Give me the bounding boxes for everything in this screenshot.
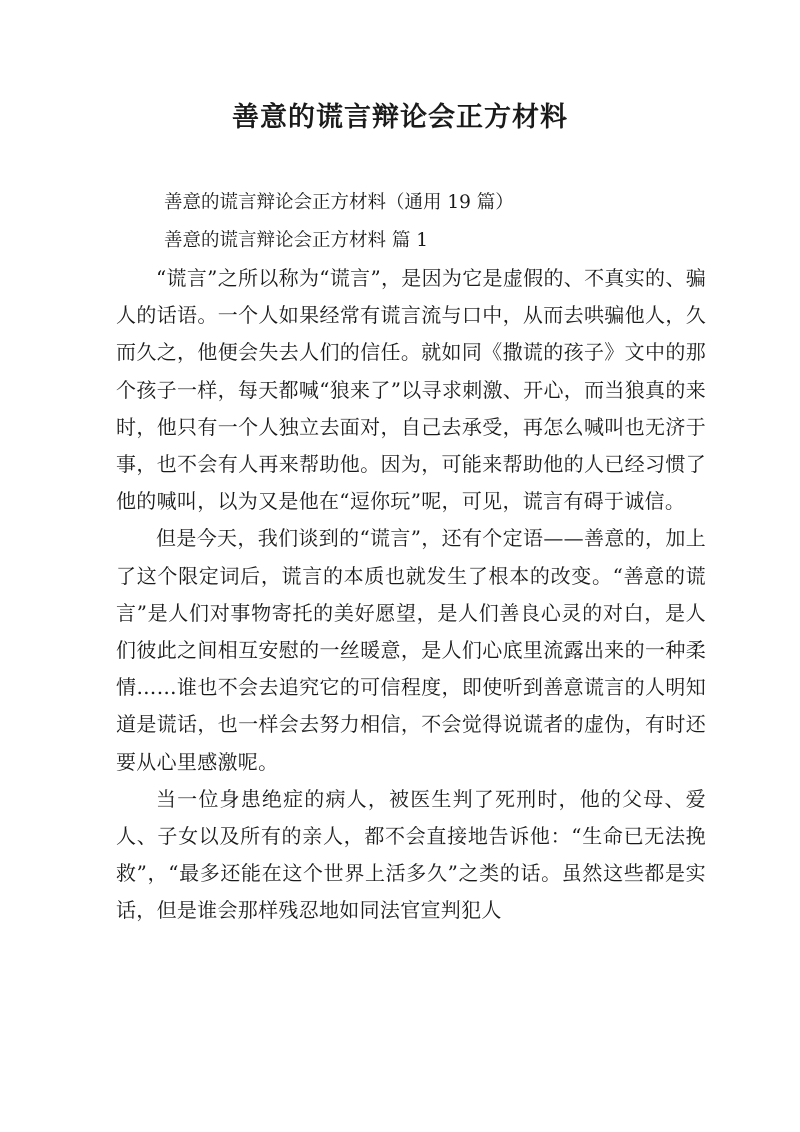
document-title: 善意的谎言辩论会正方材料 [232,102,568,133]
document-subtitle: 善意的谎言辩论会正方材料（通用 19 篇） [164,192,514,213]
document-body [116,260,706,930]
paragraph-2: 但是今天，我们谈到的“谎言”，还有个定语——善意的，加上了这个限定词后，谎言的本质也就发生了根本的改变。“善意的谎言”是人们对事物寄托的美好愿望，是人们善良心灵的对白，是人们彼此之间相互安慰的一丝暖意，是人们心底里流露出来的一种柔情……谁也不会去追究它的可信程度，即使听到善意谎言的人明知道是谎话，也一样会去努力相信，不会觉得说谎者的虚伪，有时还要从心里感激呢。 [116,526,706,774]
paragraph-1: “谎言”之所以称为“谎言”，是因为它是虚假的、不真实的、骗人的话语。一个人如果经常有谎言流与口中，从而去哄骗他人，久而久之，他便会失去人们的信任。就如同《撒谎的孩子》文中的那个孩子一样，每天都喊“狼来了”以寻求刺激、开心，而当狼真的来时，他只有一个人独立去面对，自己去承受，再怎么喊叫也无济于事，也不会有人再来帮助他。因为，可能来帮助他的人已经习惯了他的喊叫，以为又是他在“逗你玩”呢，可见，谎言有碍于诚信。 [116,266,706,514]
section-heading: 善意的谎言辩论会正方材料 篇 1 [164,230,429,251]
paragraph-3: 当一位身患绝症的病人，被医生判了死刑时，他的父母、爱人、子女以及所有的亲人，都不会直接地告诉他：“生命已无法挽救”，“最多还能在这个世界上活多久”之类的话。虽然这些都是实话，但是谁会那样残忍地如同法官宣判犯人 [116,786,706,923]
